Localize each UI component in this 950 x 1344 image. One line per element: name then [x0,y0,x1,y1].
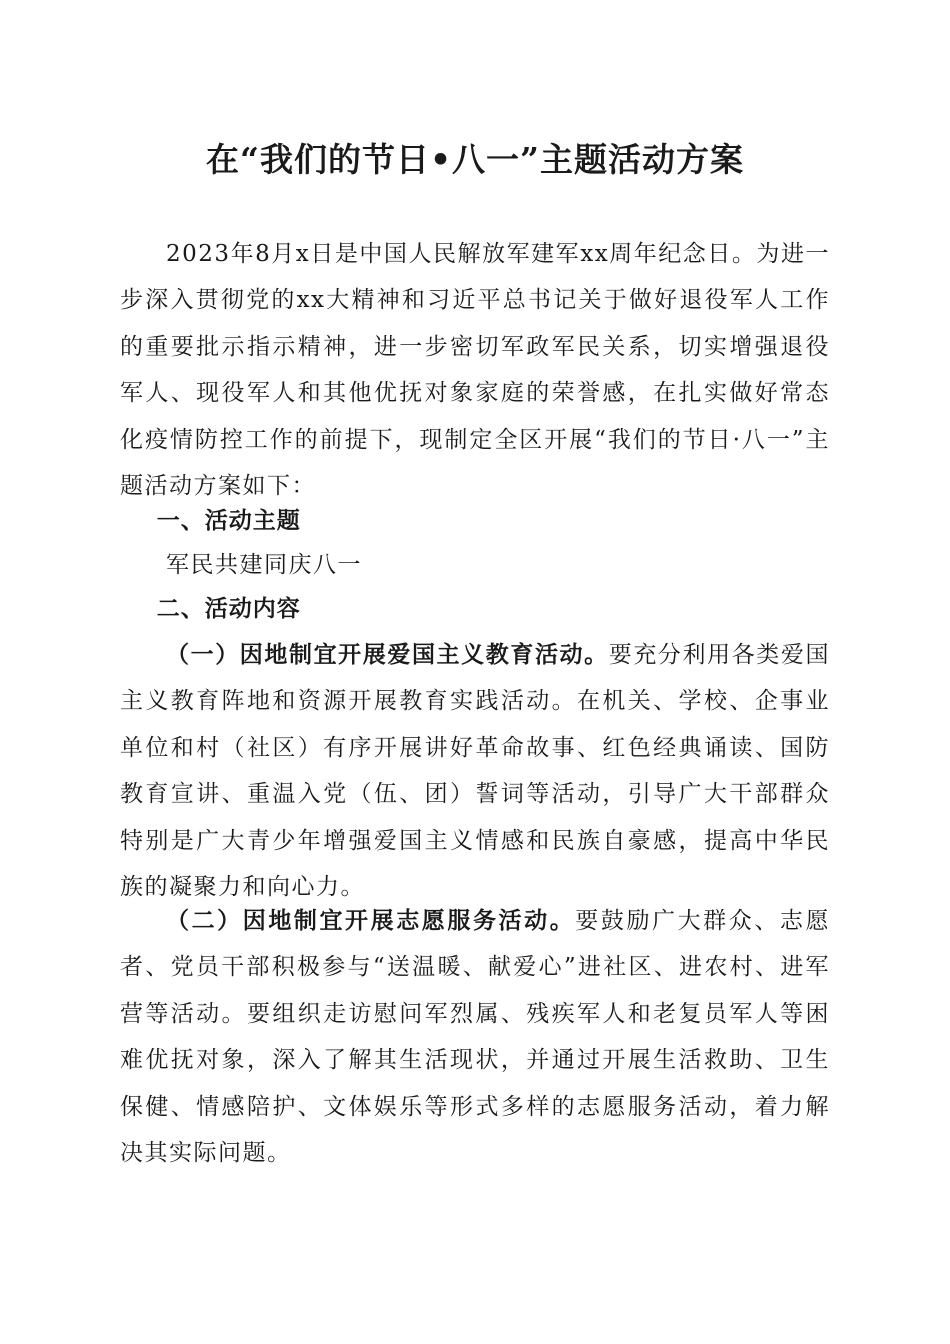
intro-paragraph: 2023年8月x日是中国人民解放军建军xx周年纪念日。为进一步深入贯彻党的xx大精神和习近平总书记关于做好退役军人工作的重要批示指示精神，进一步密切军政军民关系，切实增强退役军人、现役军人和其他优抚对象家庭的荣誉感，在扎实做好常态化疫情防控工作的前提下，现制定全区开展“我们的节日·八一”主题活动方案如下： [120,241,830,500]
content-item-lead: （二）因地制宜开展志愿服务活动。 [166,907,576,934]
document-title: 在“我们的节日•八一”主题活动方案 [205,140,745,179]
theme-paragraph: 军民共建同庆八一 [166,552,362,578]
content-item-text: 要充分利用各类爱国主义教育阵地和资源开展教育实践活动。在机关、学校、企事业单位和村（社区）有序开展讲好革命故事、红色经典诵读、国防教育宣讲、重温入党（伍、团）誓词等活动，引导广大干部群众特别是广大青少年增强爱国主义情感和民族自豪感，提高中华民族的凝聚力和向心力。 [120,642,831,901]
content-item-text: 要鼓励广大群众、志愿者、党员干部积极参与“送温暖、献爱心”进社区、进农村、进军营等活动。要组织走访慰问军烈属、残疾军人和老复员军人等困难优抚对象，深入了解其生活现状，并通过开展生活救助、卫生保健、情感陪护、文体娱乐等形式多样的志愿服务活动，着力解决其实际问题。 [120,908,831,1167]
section-heading-content: 二、活动内容 [156,596,301,622]
section-heading-theme: 一、活动主题 [156,508,301,534]
content-item-paragraph [120,898,830,1176]
content-item-paragraph [120,632,830,910]
content-item-lead: （一）因地制宜开展爱国主义教育活动。 [166,641,609,668]
